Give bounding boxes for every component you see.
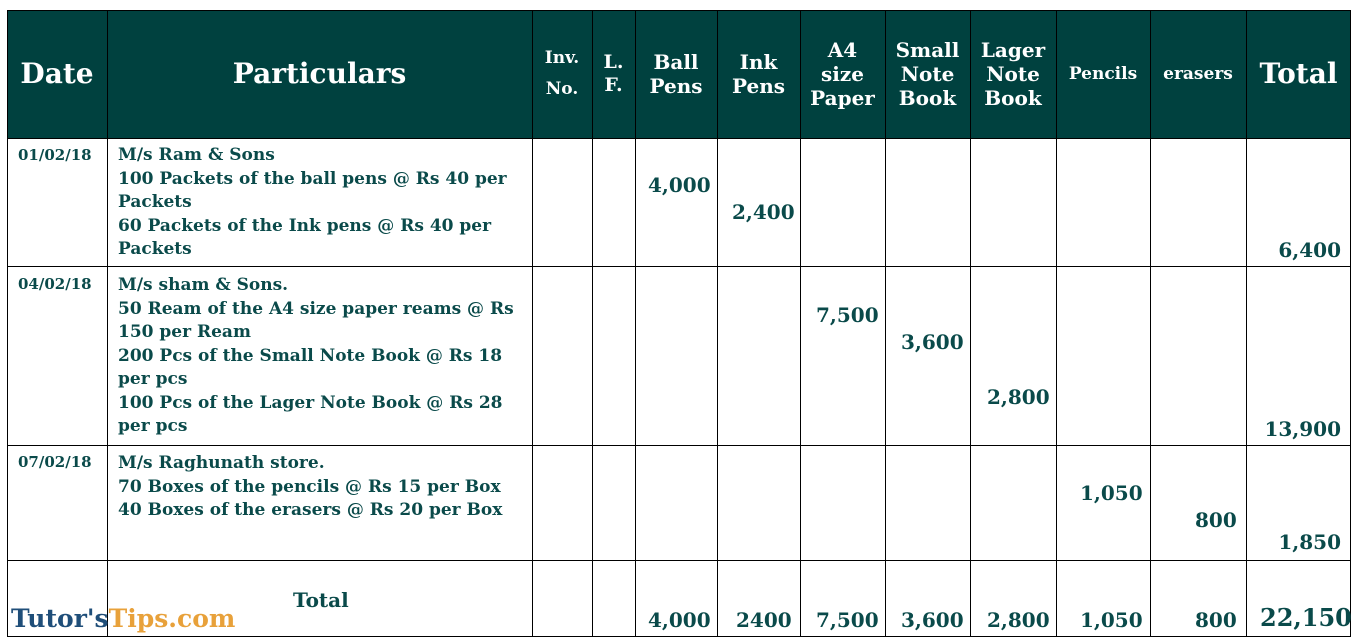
header-small-note-book: Small Note Book: [885, 10, 970, 138]
watermark-part2: Tips.com: [108, 604, 236, 633]
header-a4-paper: A4 size Paper: [800, 10, 885, 138]
row-total-value: 6,400: [1278, 238, 1341, 262]
total-a4-paper: 7,500: [816, 608, 879, 632]
row-particulars: [118, 144, 528, 262]
row-date: 07/02/18: [18, 453, 92, 471]
total-ball-pens: 4,000: [648, 608, 711, 632]
header-erasers: erasers: [1150, 10, 1246, 138]
totals-label: Total: [293, 588, 349, 612]
row-total-value: 1,850: [1278, 530, 1341, 554]
watermark-part1: Tutor's: [11, 604, 109, 633]
small-note-book-value: 3,600: [901, 330, 964, 354]
watermark-logo: [11, 604, 235, 633]
total-erasers: 800: [1195, 608, 1237, 632]
total-lager-note-book: 2,800: [987, 608, 1050, 632]
header-lf: L. F.: [592, 10, 635, 138]
row-particulars: [118, 452, 528, 523]
lager-note-book-value: 2,800: [987, 385, 1050, 409]
pencils-value: 1,050: [1080, 481, 1143, 505]
header-total: Total: [1246, 10, 1351, 138]
total-small-note-book: 3,600: [901, 608, 964, 632]
header-particulars: Particulars: [107, 10, 532, 138]
particulars-line: 100 Packets of the ball pens @ Rs 40 per Packets: [118, 168, 507, 212]
particulars-line: 50 Ream of the A4 size paper reams @ Rs 150 per Ream: [118, 298, 514, 342]
header-lager-note-book: Lager Note Book: [970, 10, 1056, 138]
a4-paper-value: 7,500: [816, 303, 879, 327]
particulars-line: M/s sham & Sons.: [118, 275, 289, 295]
ink-pens-value: 2,400: [732, 200, 795, 224]
header-date: Date: [7, 10, 107, 138]
total-ink-pens: 2400: [736, 608, 792, 632]
header-pencils: Pencils: [1056, 10, 1150, 138]
total-pencils: 1,050: [1080, 608, 1143, 632]
row-total-value: 13,900: [1264, 417, 1341, 441]
particulars-line: 60 Packets of the Ink pens @ Rs 40 per Packets: [118, 215, 492, 259]
header-ink-pens: Ink Pens: [717, 10, 800, 138]
header-inv-no: Inv. No.: [532, 10, 592, 138]
particulars-line: 200 Pcs of the Small Note Book @ Rs 18 per pcs: [118, 345, 503, 389]
ball-pens-value: 4,000: [648, 173, 711, 197]
particulars-line: 100 Pcs of the Lager Note Book @ Rs 28 per pcs: [118, 392, 503, 436]
particulars-line: 70 Boxes of the pencils @ Rs 15 per Box: [118, 476, 501, 497]
grand-total: 22,150: [1260, 603, 1352, 632]
erasers-value: 800: [1195, 508, 1237, 532]
row-date: 01/02/18: [18, 146, 92, 164]
particulars-line: 40 Boxes of the erasers @ Rs 20 per Box: [118, 500, 503, 520]
header-ball-pens: Ball Pens: [635, 10, 717, 138]
particulars-line: M/s Ram & Sons: [118, 145, 275, 165]
particulars-line: M/s Raghunath store.: [118, 453, 325, 473]
row-date: 04/02/18: [18, 275, 92, 293]
row-particulars: [118, 274, 528, 439]
